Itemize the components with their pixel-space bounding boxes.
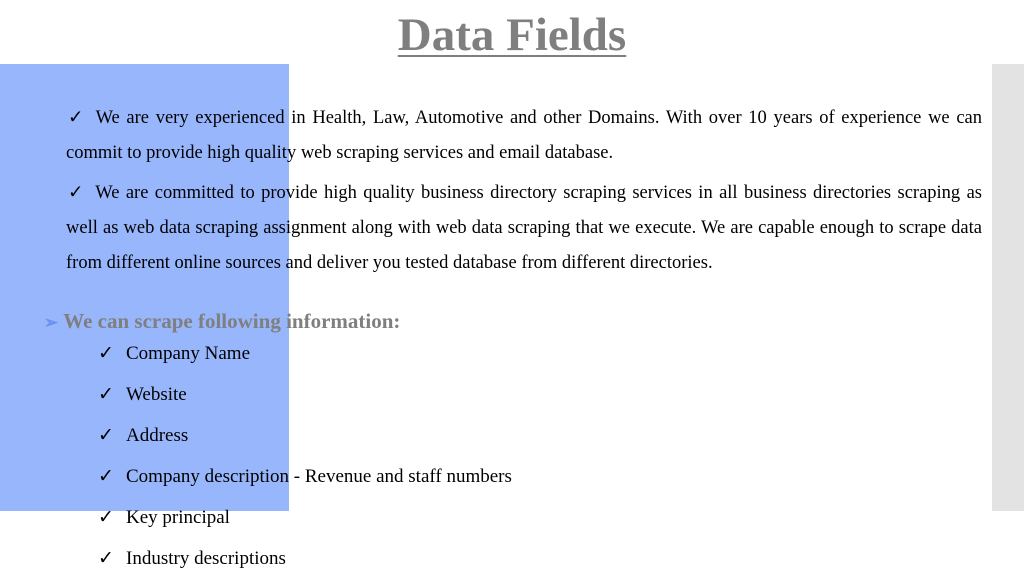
- list-item: [98, 377, 512, 418]
- checkmark-icon: ✓: [68, 183, 86, 203]
- paragraph-experience: [66, 101, 982, 171]
- list-item-text: Company description - Revenue and staff numbers: [126, 466, 512, 487]
- paragraph-text: We are very experienced in Health, Law, Automotive and other Domains. With over 10 years of experience we can commit to provide high quality web scraping services and email database.: [66, 108, 982, 163]
- list-item: [98, 459, 512, 500]
- paragraph-commitment: [66, 176, 982, 281]
- list-item-text: Key principal: [126, 507, 230, 528]
- page-title: Data Fields: [397, 9, 627, 61]
- info-list: [98, 336, 512, 582]
- arrow-bullet-icon: ➢: [44, 313, 59, 332]
- list-item-text: Industry descriptions: [126, 548, 286, 569]
- info-heading: [44, 306, 400, 338]
- list-item-text: Address: [126, 425, 189, 446]
- list-item-text: Website: [126, 384, 187, 405]
- list-item: [98, 336, 512, 377]
- gray-decorative-strip: [992, 64, 1024, 511]
- list-item-text: Company Name: [126, 343, 251, 364]
- checkmark-icon: ✓: [98, 343, 114, 364]
- checkmark-icon: ✓: [98, 425, 114, 446]
- checkmark-icon: ✓: [98, 548, 114, 569]
- paragraph-text: We are committed to provide high quality business directory scraping services in all business directories scraping as well as web data scraping assignment along with web data scraping that we execute. We are capable enough to scrape data from different online sources and deliver you tested database from different directories.: [66, 183, 982, 273]
- checkmark-icon: ✓: [98, 466, 114, 487]
- checkmark-icon: ✓: [68, 108, 86, 128]
- list-item: [98, 418, 512, 459]
- info-heading-text: We can scrape following information:: [63, 309, 401, 333]
- checkmark-icon: ✓: [98, 384, 114, 405]
- list-item: [98, 500, 512, 541]
- checkmark-icon: ✓: [98, 507, 114, 528]
